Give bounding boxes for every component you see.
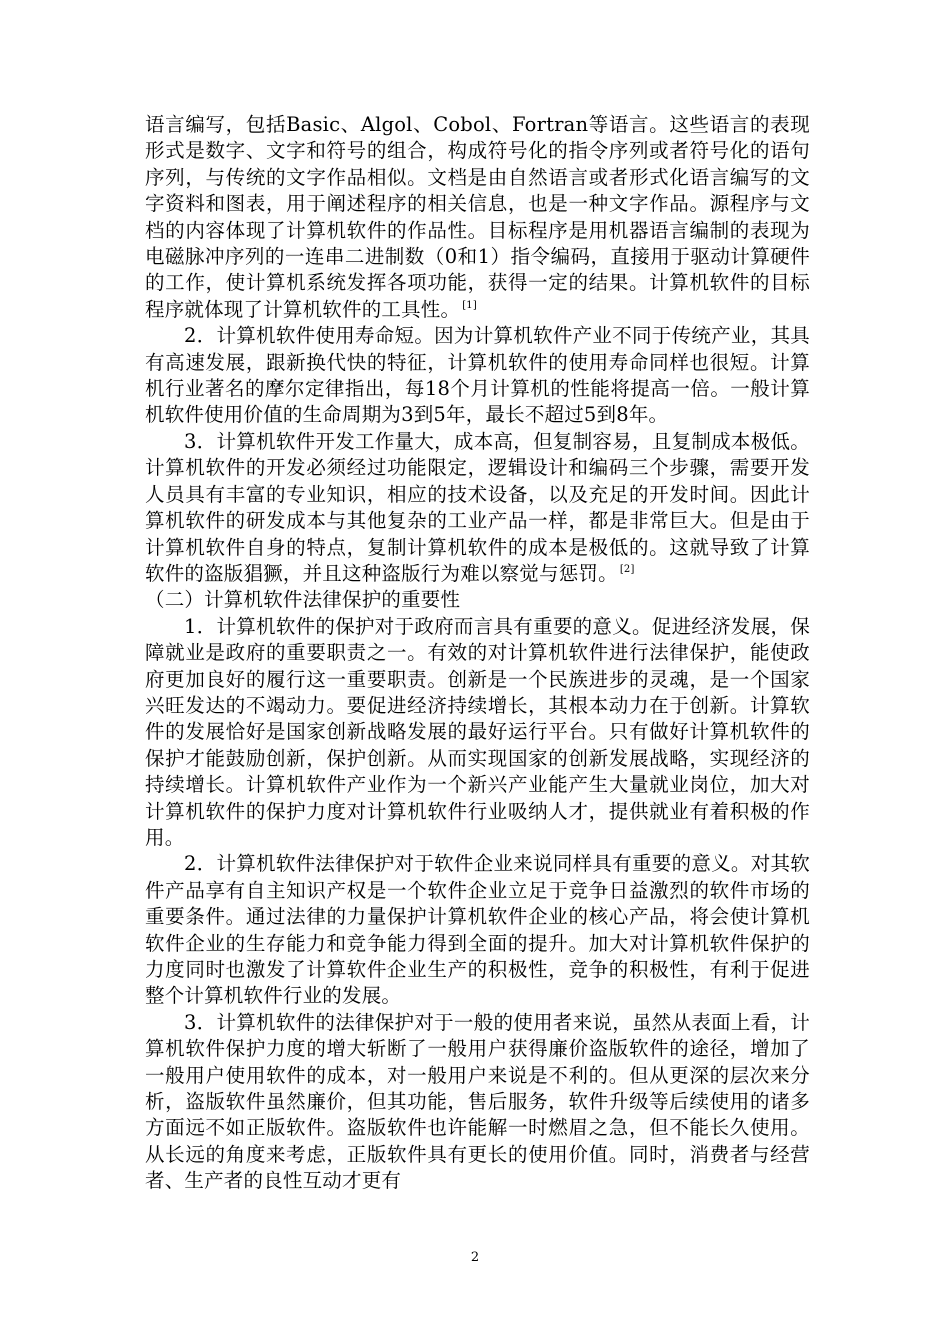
citation-ref: [1] bbox=[462, 300, 477, 312]
paragraph-government-importance bbox=[145, 614, 810, 852]
page-number: 2 bbox=[470, 1250, 480, 1265]
section-heading: （二）计算机软件法律保护的重要性 bbox=[145, 588, 461, 612]
paragraph-development-cost bbox=[145, 429, 810, 587]
paragraph-text: 2．计算机软件使用寿命短。因为计算机软件产业不同于传统产业，其具有高速发展，跟新换代快的特征，计算机软件的使用寿命同样也很短。计算机行业著名的摩尔定律指出，每18个月计算机的性能将提高一倍。一般计算机软件使用价值的生命周期为3到5年，最长不超过5到8年。 bbox=[145, 324, 810, 427]
paragraph-text: 语言编写，包括Basic、Algol、Cobol、Fortran等语言。这些语言的表现形式是数字、文字和符号的组合，构成符号化的指令序列或者符号化的语句序列，与传统的文字作品相似。文档是由自然语言或者形式化语言编写的文字资料和图表，用于阐述程序的相关信息，也是一种文字作品。源程序与文档的内容体现了计算机软件的作品性。目标程序是用机器语言编制的表现为电磁脉冲序列的一连串二进制数（0和1）指令编码，直接用于驱动计算硬件的工作，使计算机系统发挥各项功能，获得一定的结果。计算机软件的目标程序就体现了计算机软件的工具性。 bbox=[145, 113, 810, 321]
paragraph-enterprise-importance bbox=[145, 851, 810, 1009]
document-body bbox=[145, 112, 810, 1195]
paragraph-text: 3．计算机软件开发工作量大，成本高，但复制容易，且复制成本极低。计算机软件的开发必须经过功能限定，逻辑设计和编码三个步骤，需要开发人员具有丰富的专业知识，相应的技术设备，以及充足的开发时间。因此计算机软件的研发成本与其他复杂的工业产品一样，都是非常巨大。但是由于计算机软件自身的特点，复制计算机软件的成本是极低的。这就导致了计算软件的盗版猖獗，并且这种盗版行为难以察觉与惩罚。 bbox=[145, 429, 810, 585]
paragraph-text: 2．计算机软件法律保护对于软件企业来说同样具有重要的意义。对其软件产品享有自主知识产权是一个软件企业立足于竞争日益激烈的软件市场的重要条件。通过法律的力量保护计算机软件企业的核心产品，将会使计算机软件企业的生存能力和竞争能力得到全面的提升。加大对计算机软件保护的力度同时也激发了计算软件企业生产的积极性，竞争的积极性，有利于促进整个计算机软件行业的发展。 bbox=[145, 852, 810, 1008]
paragraph-software-lifespan bbox=[145, 323, 810, 429]
paragraph-continuation bbox=[145, 112, 810, 323]
paragraph-text: 1．计算机软件的保护对于政府而言具有重要的意义。促进经济发展，保障就业是政府的重要职责之一。有效的对计算机软件进行法律保护，能使政府更加良好的履行这一重要职责。创新是一个民族进步的灵魂，是一个国家兴旺发达的不竭动力。要促进经济持续增长，其根本动力在于创新。计算软件的发展恰好是国家创新战略发展的最好运行平台。只有做好计算机软件的保护才能鼓励创新，保护创新。从而实现国家的创新发展战略，实现经济的持续增长。计算机软件产业作为一个新兴产业能产生大量就业岗位，加大对计算机软件的保护力度对计算机软件行业吸纳人才，提供就业有着积极的作用。 bbox=[145, 614, 810, 849]
citation-ref: [2] bbox=[619, 564, 635, 576]
paragraph-text: 3．计算机软件的法律保护对于一般的使用者来说，虽然从表面上看，计算机软件保护力度的增大斩断了一般用户获得廉价盗版软件的途径，增加了一般用户使用软件的成本，对一般用户来说是不利的。但从更深的层次来分析，盗版软件虽然廉价，但其功能，售后服务，软件升级等后续使用的诸多方面远不如正版软件。盗版软件也许能解一时燃眉之急，但不能长久使用。从长远的角度来考虑，正版软件具有更长的使用价值。同时，消费者与经营者、生产者的良性互动才更有 bbox=[145, 1010, 810, 1193]
paragraph-user-importance bbox=[145, 1010, 810, 1195]
